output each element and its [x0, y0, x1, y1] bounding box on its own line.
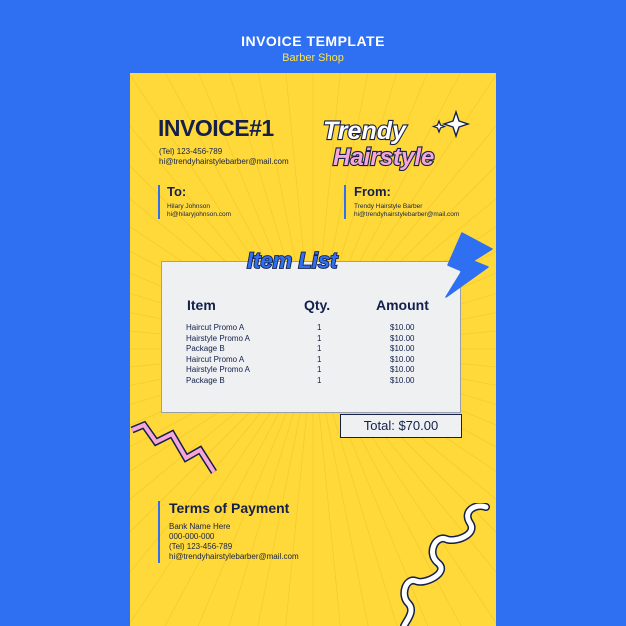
row-item: Haircut Promo A	[186, 355, 245, 364]
terms-accent-bar	[158, 501, 160, 563]
from-email: hi@trendyhairstylebarber@mail.com	[354, 211, 460, 218]
from-name: Trendy Hairstyle Barber	[354, 203, 423, 210]
to-label: To:	[167, 184, 187, 199]
column-header-qty: Qty.	[304, 297, 331, 313]
terms-title: Terms of Payment	[169, 500, 290, 516]
invoice-email: hi@trendyhairstylebarber@mail.com	[159, 157, 289, 166]
row-item: Package B	[186, 344, 225, 353]
row-qty: 1	[317, 334, 322, 343]
terms-bank: Bank Name Here	[169, 522, 231, 531]
invoice-phone: (Tel) 123-456-789	[159, 147, 223, 156]
row-amount: $10.00	[390, 323, 415, 332]
item-list-heading	[242, 245, 382, 275]
svg-text:Item List: Item List	[247, 248, 338, 273]
terms-email: hi@trendyhairstylebarber@mail.com	[169, 552, 299, 561]
row-qty: 1	[317, 365, 322, 374]
row-amount: $10.00	[390, 344, 415, 353]
row-qty: 1	[317, 376, 322, 385]
row-amount: $10.00	[390, 355, 415, 364]
svg-text:Trendy: Trendy	[323, 117, 406, 145]
column-header-item: Item	[187, 297, 216, 313]
from-label: From:	[354, 184, 391, 199]
row-item: Hairstyle Promo A	[186, 334, 251, 343]
row-amount: $10.00	[390, 365, 415, 374]
row-qty: 1	[317, 344, 322, 353]
to-name: Hilary Johnson	[167, 203, 210, 210]
wave-decoration	[398, 503, 496, 626]
row-item: Hairstyle Promo A	[186, 365, 251, 374]
lightning-bolt-icon	[442, 231, 494, 299]
terms-phone: (Tel) 123-456-789	[169, 542, 233, 551]
brand-logo	[318, 109, 478, 171]
from-accent-bar	[344, 185, 346, 219]
svg-text:Hairstyle: Hairstyle	[333, 144, 435, 171]
column-header-amount: Amount	[376, 297, 429, 313]
item-list-panel	[161, 261, 461, 413]
row-item: Haircut Promo A	[186, 323, 245, 332]
row-qty: 1	[317, 323, 322, 332]
header-title: INVOICE TEMPLATE	[241, 33, 385, 49]
row-amount: $10.00	[390, 334, 415, 343]
invoice-sheet	[130, 73, 496, 626]
sparkle-icon	[434, 112, 469, 136]
terms-account: 000-000-000	[169, 532, 215, 541]
invoice-title: INVOICE#1	[158, 115, 274, 141]
zigzag-decoration	[130, 420, 222, 480]
to-email: hi@hilaryjohnson.com	[167, 211, 232, 218]
row-amount: $10.00	[390, 376, 415, 385]
header-subtitle: Barber Shop	[282, 52, 344, 64]
total-amount: Total: $70.00	[340, 414, 462, 438]
to-accent-bar	[158, 185, 160, 219]
row-qty: 1	[317, 355, 322, 364]
row-item: Package B	[186, 376, 225, 385]
